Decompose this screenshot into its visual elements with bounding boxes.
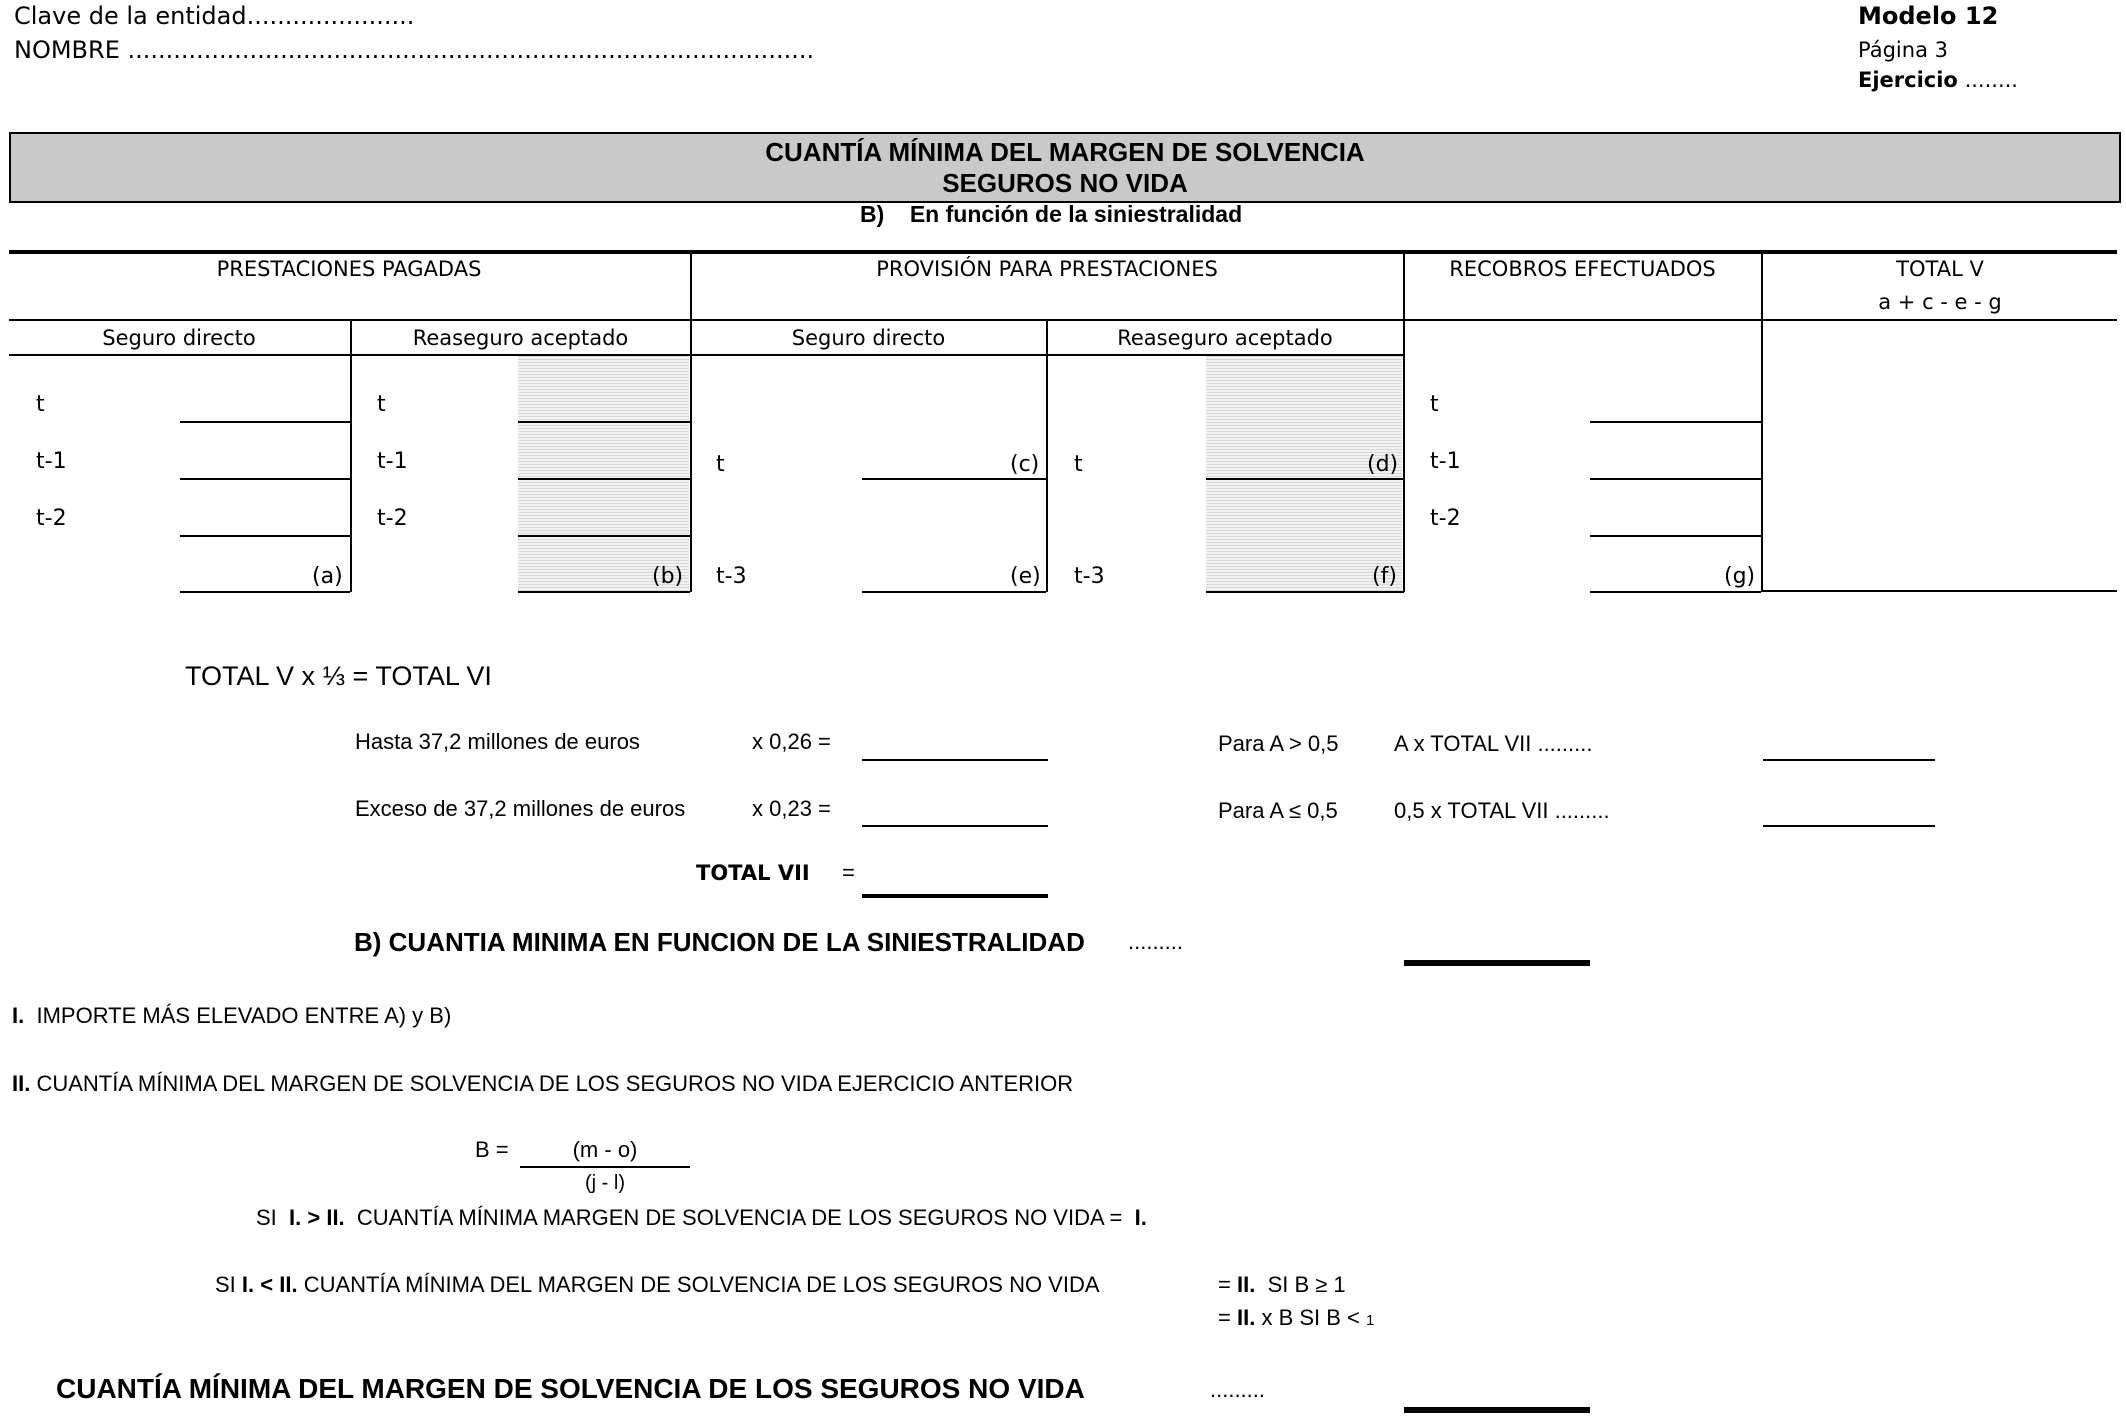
marker-g: (g) bbox=[1724, 564, 1756, 589]
table-subheader-rule bbox=[9, 319, 2117, 321]
col-provision: PROVISIÓN PARA PRESTACIONES bbox=[876, 257, 1218, 281]
row-label: t-2 bbox=[1430, 506, 1461, 531]
shaded-cell bbox=[518, 356, 689, 591]
input-line[interactable] bbox=[862, 478, 1046, 480]
marker-b: (b) bbox=[652, 564, 684, 589]
input-line[interactable] bbox=[180, 478, 350, 480]
half-x-total-vii: 0,5 x TOTAL VII ......... bbox=[1394, 798, 1610, 823]
row-label: t-3 bbox=[716, 564, 747, 589]
col-divider bbox=[350, 320, 352, 592]
exceso-input-line[interactable] bbox=[862, 825, 1048, 827]
si-ii-result-2: = II. x B SI B < 1 bbox=[1218, 1305, 1375, 1330]
clave-entidad: Clave de la entidad...................... bbox=[14, 2, 415, 30]
section-heading: B) En función de la siniestralidad bbox=[860, 201, 1243, 227]
input-line[interactable] bbox=[1206, 591, 1404, 593]
ejercicio-label: Ejercicio ........ bbox=[1858, 68, 2018, 92]
col-divider bbox=[690, 252, 692, 592]
importe-mas-elevado: I. IMPORTE MÁS ELEVADO ENTRE A) y B) bbox=[12, 1003, 452, 1028]
input-line[interactable] bbox=[1590, 535, 1761, 537]
sub-reaseguro-aceptado: Reaseguro aceptado bbox=[1117, 326, 1333, 350]
pagina-label: Página 3 bbox=[1858, 38, 1948, 62]
final-cuantia-dots: ......... bbox=[1210, 1377, 1266, 1402]
input-line[interactable] bbox=[1590, 591, 1761, 593]
marker-e: (e) bbox=[1010, 564, 1041, 589]
b-cuantia-input-line[interactable] bbox=[1404, 960, 1590, 966]
total-vi-formula: TOTAL V x ⅓ = TOTAL VI bbox=[185, 661, 492, 691]
hasta-factor: x 0,26 = bbox=[752, 729, 831, 754]
input-line[interactable] bbox=[180, 421, 350, 423]
b-numerator: (m - o) bbox=[572, 1137, 638, 1162]
sub-seguro-directo: Seguro directo bbox=[791, 326, 946, 350]
nombre-field: NOMBRE .......................................................................................... bbox=[14, 36, 815, 64]
row-label: t-2 bbox=[377, 506, 408, 531]
row-label: t-3 bbox=[1074, 564, 1105, 589]
input-line[interactable] bbox=[1590, 421, 1761, 423]
b-cuantia-heading: B) CUANTIA MINIMA EN FUNCION DE LA SINIESTRALIDAD bbox=[354, 927, 1085, 957]
sub-seguro-directo: Seguro directo bbox=[102, 326, 256, 350]
para-a-le-input-line[interactable] bbox=[1763, 825, 1935, 827]
a-x-total-vii: A x TOTAL VII ......... bbox=[1394, 731, 1593, 756]
col-total-v: TOTAL V bbox=[1896, 257, 1984, 281]
row-label: t bbox=[36, 392, 45, 417]
total-vii-equals: = bbox=[842, 860, 855, 885]
marker-a: (a) bbox=[312, 564, 343, 589]
exceso-factor: x 0,23 = bbox=[752, 796, 831, 821]
row-label: t-1 bbox=[36, 449, 67, 474]
si-i-less-ii: SI I. < II. CUANTÍA MÍNIMA DEL MARGEN DE SOLVENCIA DE LOS SEGUROS NO VIDA bbox=[215, 1272, 1100, 1297]
col-divider bbox=[1403, 252, 1405, 592]
si-i-greater-ii: SI I. > II. CUANTÍA MÍNIMA MARGEN DE SOLVENCIA DE LOS SEGUROS NO VIDA = I. bbox=[256, 1205, 1147, 1230]
sub-reaseguro-aceptado: Reaseguro aceptado bbox=[412, 326, 629, 350]
exceso-label: Exceso de 37,2 millones de euros bbox=[355, 796, 686, 821]
para-a-gt-input-line[interactable] bbox=[1763, 759, 1935, 761]
total-vii-input-line[interactable] bbox=[862, 894, 1048, 898]
total-vii-label: TOTAL VII bbox=[696, 861, 810, 885]
fraction-bar bbox=[520, 1166, 690, 1168]
marker-c: (c) bbox=[1010, 452, 1040, 477]
input-line[interactable] bbox=[518, 591, 690, 593]
modelo-label: Modelo 12 bbox=[1858, 2, 1999, 30]
row-label: t bbox=[377, 392, 386, 417]
row-label: t-2 bbox=[36, 506, 67, 531]
b-denominator: (j - l) bbox=[585, 1172, 625, 1194]
si-ii-result-1: = II. SI B ≥ 1 bbox=[1218, 1272, 1346, 1297]
col-divider bbox=[1046, 320, 1048, 592]
marker-f: (f) bbox=[1372, 564, 1397, 589]
b-equals: B = bbox=[475, 1137, 509, 1162]
input-line[interactable] bbox=[1206, 478, 1404, 480]
page-title: CUANTÍA MÍNIMA DEL MARGEN DE SOLVENCIA bbox=[765, 137, 1365, 167]
cuantia-ejercicio-anterior: II. CUANTÍA MÍNIMA DEL MARGEN DE SOLVENCIA DE LOS SEGUROS NO VIDA EJERCICIO ANTERIOR bbox=[12, 1071, 1074, 1096]
page-subtitle: SEGUROS NO VIDA bbox=[942, 168, 1188, 198]
table-body-rule bbox=[9, 354, 1404, 356]
title-box bbox=[9, 132, 2121, 203]
final-cuantia-input-line[interactable] bbox=[1404, 1407, 1590, 1413]
input-line[interactable] bbox=[180, 591, 350, 593]
input-line[interactable] bbox=[862, 591, 1046, 593]
row-label: t-1 bbox=[1430, 449, 1461, 474]
input-line[interactable] bbox=[518, 535, 690, 537]
col-total-formula: a + c - e - g bbox=[1878, 290, 2002, 314]
col-recobros: RECOBROS EFECTUADOS bbox=[1449, 257, 1716, 281]
marker-d: (d) bbox=[1367, 452, 1399, 477]
row-label: t-1 bbox=[377, 449, 408, 474]
input-line[interactable] bbox=[1590, 478, 1761, 480]
para-a-le-label: Para A ≤ 0,5 bbox=[1218, 798, 1338, 823]
table-top-rule bbox=[9, 250, 2117, 254]
b-cuantia-dots: ......... bbox=[1128, 929, 1184, 954]
row-label: t bbox=[1430, 392, 1439, 417]
input-line[interactable] bbox=[518, 478, 690, 480]
final-cuantia-heading: CUANTÍA MÍNIMA DEL MARGEN DE SOLVENCIA DE LOS SEGUROS NO VIDA bbox=[56, 1373, 1085, 1404]
input-line[interactable] bbox=[180, 535, 350, 537]
row-label: t bbox=[716, 452, 725, 477]
hasta-input-line[interactable] bbox=[862, 759, 1048, 761]
hasta-label: Hasta 37,2 millones de euros bbox=[355, 729, 640, 754]
input-line[interactable] bbox=[518, 421, 690, 423]
row-label: t bbox=[1074, 452, 1083, 477]
para-a-gt-label: Para A > 0,5 bbox=[1218, 731, 1339, 756]
col-prestaciones: PRESTACIONES PAGADAS bbox=[216, 257, 482, 281]
total-v-rule bbox=[1761, 590, 2117, 592]
